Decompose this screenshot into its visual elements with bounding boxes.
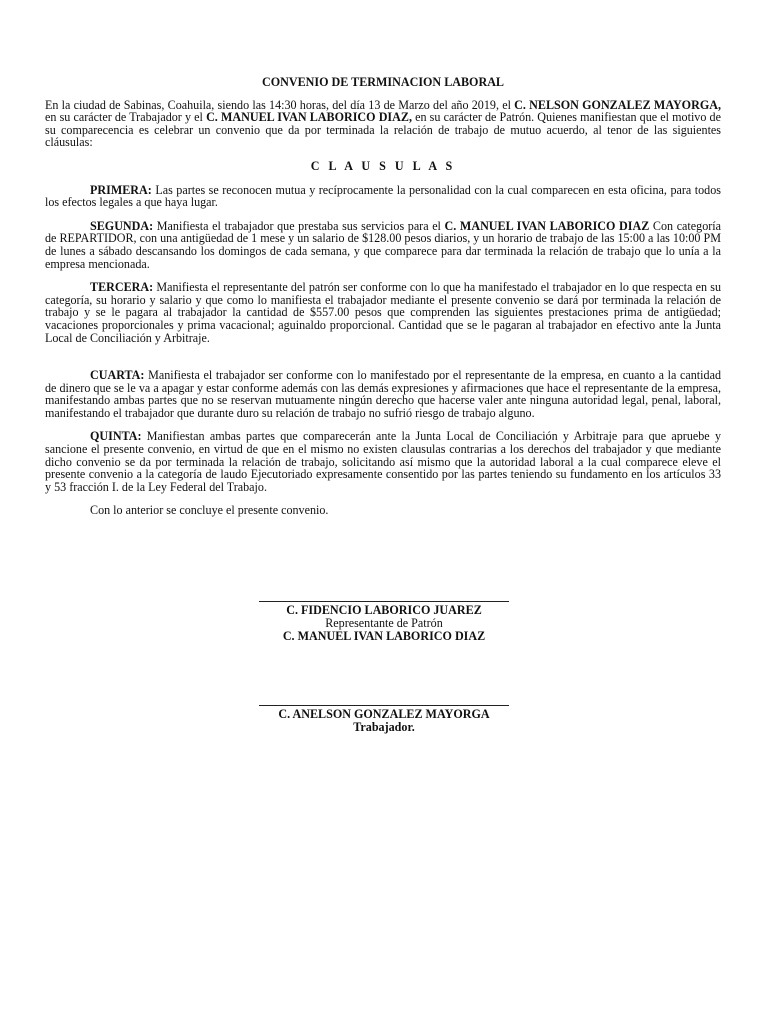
signature-employer-role: Representante de Patrón <box>325 616 443 630</box>
clause-quinta <box>45 430 721 493</box>
intro-text-3: en su carácter de Patrón. Quienes manifiestan que el motivo de su comparecencia es celebrar un convenio que da por terminada la relación de trabajo de mutuo acuerdo, al tenor de las siguientes cláusulas: <box>45 110 721 150</box>
clause-tercera-label: TERCERA: <box>90 280 154 295</box>
clause-tercera-text: Manifiesta el representante del patrón ser conforme con lo que ha manifestado el trabajador en lo que respecta en su categoría, su horario y salario y que como lo manifiesta el trabajador mediante el presente convenio se dará por terminada la relación de trabajo y se le pagara al trabajador la cantidad de $557.00 pesos que comprenden las siguientes prestaciones prima de antigüedad; vacaciones proporcionales y prima vacacional; aguinaldo proporcional. Cantidad que se le pagaran al trabajador en efectivo ante la Junta Local de Conciliación y Arbitraje. <box>45 280 721 345</box>
clause-quinta-text: Manifiestan ambas partes que comparecerán ante la Junta Local de Conciliación y Arbitraje para que apruebe y sancione el presente convenio, en virtud de que en el mismo no existen clausulas contrarias a los derechos del trabajador y que mediante dicho convenio se da por terminada la relación de trabajo, solicitando así mismo que la autoridad laboral a la cual comparece eleve el presente convenio a la categoría de laudo Ejecutoriado expresamente consentido por las partes teniendo su fundamento en los artículos 33 y 53 fracción I. de la Ley Federal del Trabajo. <box>45 429 721 494</box>
signature-line-worker <box>259 705 509 706</box>
signature-line-employer <box>259 601 509 602</box>
clause-segunda-label: SEGUNDA: <box>90 218 154 233</box>
clause-segunda-employer-name: C. MANUEL IVAN LABORICO DIAZ <box>444 218 650 233</box>
clause-tercera <box>45 281 721 344</box>
intro-paragraph <box>45 99 721 149</box>
clause-segunda <box>45 220 721 270</box>
clause-segunda-text-2: Con categoría de REPARTIDOR, con una antigüedad de 1 mese y un salario de $128.00 pesos diarios, y un horario de trabajo de las 15:00 a las 10:00 PM de lunes a sábado descansando los domingos de cada semana, y que comparece para dar terminada la relación de trabajo que lo unía a la empresa mencionada. <box>45 218 722 271</box>
document-body <box>45 76 721 528</box>
clause-segunda-text-1: Manifiesta el trabajador que prestaba sus servicios para el <box>153 218 445 233</box>
closing-sentence: Con lo anterior se concluye el presente convenio. <box>90 503 329 518</box>
clause-quinta-label: QUINTA: <box>90 429 142 444</box>
intro-text-1: En la ciudad de Sabinas, Coahuila, siendo las 14:30 horas, del día 13 de Marzo del año 2019, el <box>45 97 515 112</box>
clause-cuarta-text: Manifiesta el trabajador ser conforme con lo manifestado por el representante de la empresa, en cuanto a la cantidad de dinero que se le va a apagar y estar conforme además con las demás expresiones y afirmaciones que hace el representante de la empresa, manifestando ambas partes que no se reservan mutuamente ningún derecho que hacerse valer ante ninguna autoridad legal, penal, laboral, manifestando el trabajador que durante duro su relación de trabajo no sufrió riesgo de trabajo alguno. <box>45 368 721 420</box>
signature-employer-name-2: C. MANUEL IVAN LABORICO DIAZ <box>282 629 486 643</box>
clause-cuarta-label: CUARTA: <box>90 368 145 383</box>
clause-primera <box>45 184 721 209</box>
clause-primera-text: Las partes se reconocen mutua y recíprocamente la personalidad con la cual comparecen en esta oficina, para todos los efectos legales a que haya lugar. <box>45 182 721 210</box>
signature-block-worker <box>0 705 768 734</box>
signature-block-employer <box>0 601 768 643</box>
signature-worker-role: Trabajador. <box>353 720 415 734</box>
clause-cuarta <box>45 369 721 419</box>
document-title: CONVENIO DE TERMINACION LABORAL <box>261 75 505 89</box>
clausulas-heading: C L A U S U L A S <box>310 158 456 173</box>
intro-employer-name: C. MANUEL IVAN LABORICO DIAZ, <box>206 110 412 125</box>
intro-text-2: en su carácter de Trabajador y el <box>45 110 207 125</box>
intro-worker-name: C. NELSON GONZALEZ MAYORGA, <box>514 97 721 112</box>
signature-employer-name: C. FIDENCIO LABORICO JUAREZ <box>286 603 482 617</box>
clause-primera-label: PRIMERA: <box>90 182 152 197</box>
signature-worker-name: C. ANELSON GONZALEZ MAYORGA <box>278 707 490 721</box>
